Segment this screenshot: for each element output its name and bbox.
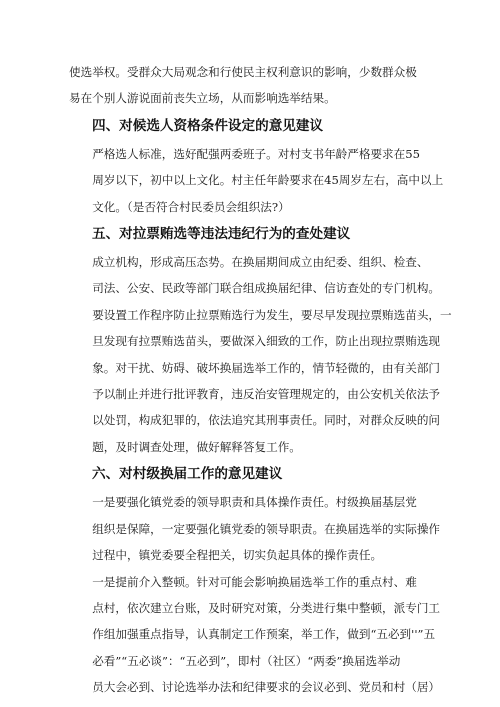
paragraph-intro — [69, 59, 438, 112]
paragraph-early-intervention — [69, 569, 441, 701]
text-line: 严格选人标准，选好配强两委班子。对村支书年龄严格要求在55 — [92, 146, 420, 161]
text-line: 易在个别人游说面前丧失立场，从而影响选举结果。 — [69, 91, 336, 106]
text-line: 司法、公安、民政等部门联合组成换届纪律、信访查处的专门机构。 — [92, 281, 441, 296]
text-line: 象。对干扰、妨碍、破坏换届选举工作的，情节轻微的，由有关部门 — [92, 360, 441, 375]
section-heading-5: 五、对拉票贿选等违法违纪行为的查处建议 — [92, 226, 351, 243]
text-line: 使选举权。受群众大局观念和行使民主权利意识的影响，少数群众极 — [69, 65, 417, 79]
text-line: 要设置工作程序防止拉票贿选行为发生，要尽早发现拉票贿选苗头，一 — [92, 307, 452, 322]
paragraph-candidate-criteria — [69, 141, 444, 220]
paragraph-party-leadership — [69, 489, 441, 568]
text-line: 题，及时调查处理，做好解释答复工作。 — [92, 439, 301, 454]
section-heading-4: 四、对候选人资格条件设定的意见建议 — [92, 117, 324, 134]
text-line: 员大会必到、讨论选举办法和纪律要求的会议必到、党员和村（居） — [92, 680, 441, 695]
section-heading-6: 六、对村级换届工作的意见建议 — [92, 466, 283, 483]
text-line: 以处罚，构成犯罪的，依法追究其刑事责任。同时，对群众反映的问 — [92, 413, 441, 428]
text-line: 成立机构，形成高压态势。在换届期间成立由纪委、组织、检查、 — [92, 255, 429, 270]
text-line: 一是要强化镇党委的领导职责和具体操作责任。村级换届基层党 — [92, 495, 417, 510]
text-line: 予以制止并进行批评教育，违反治安管理规定的，由公安机关依法予 — [92, 387, 441, 402]
text-line: 组织是保障，一定要强化镇党委的领导职责。在换届选举的实际操作 — [92, 521, 441, 536]
text-line: 周岁以下，初中以上文化。村主任年龄要求在45周岁左右，高中以上 — [92, 173, 444, 188]
text-line: 过程中，镇党委要全程把关，切实负起具体的操作责任。 — [92, 548, 383, 563]
text-line: 旦发现有拉票贿选苗头，要做深入细致的工作，防止出现拉票贿选现 — [92, 334, 441, 349]
paragraph-investigation — [69, 249, 452, 460]
text-line: 点村，依次建立台账，及时研究对策，分类进行集中整顿，派专门工 — [92, 600, 441, 615]
text-line: 一是提前介入整顿。针对可能会影响换届选举工作的重点村、难 — [92, 574, 417, 589]
text-line: 作组加强重点指导，认真制定工作预案，举工作，做到“五必到''”五 — [92, 627, 436, 642]
text-line: 文化。（是否符合村民委员会组织法?） — [92, 199, 290, 214]
text-line: 必看”“五必谈”：“五必到”，即村（社区）“两委”换届选举动 — [92, 653, 401, 668]
